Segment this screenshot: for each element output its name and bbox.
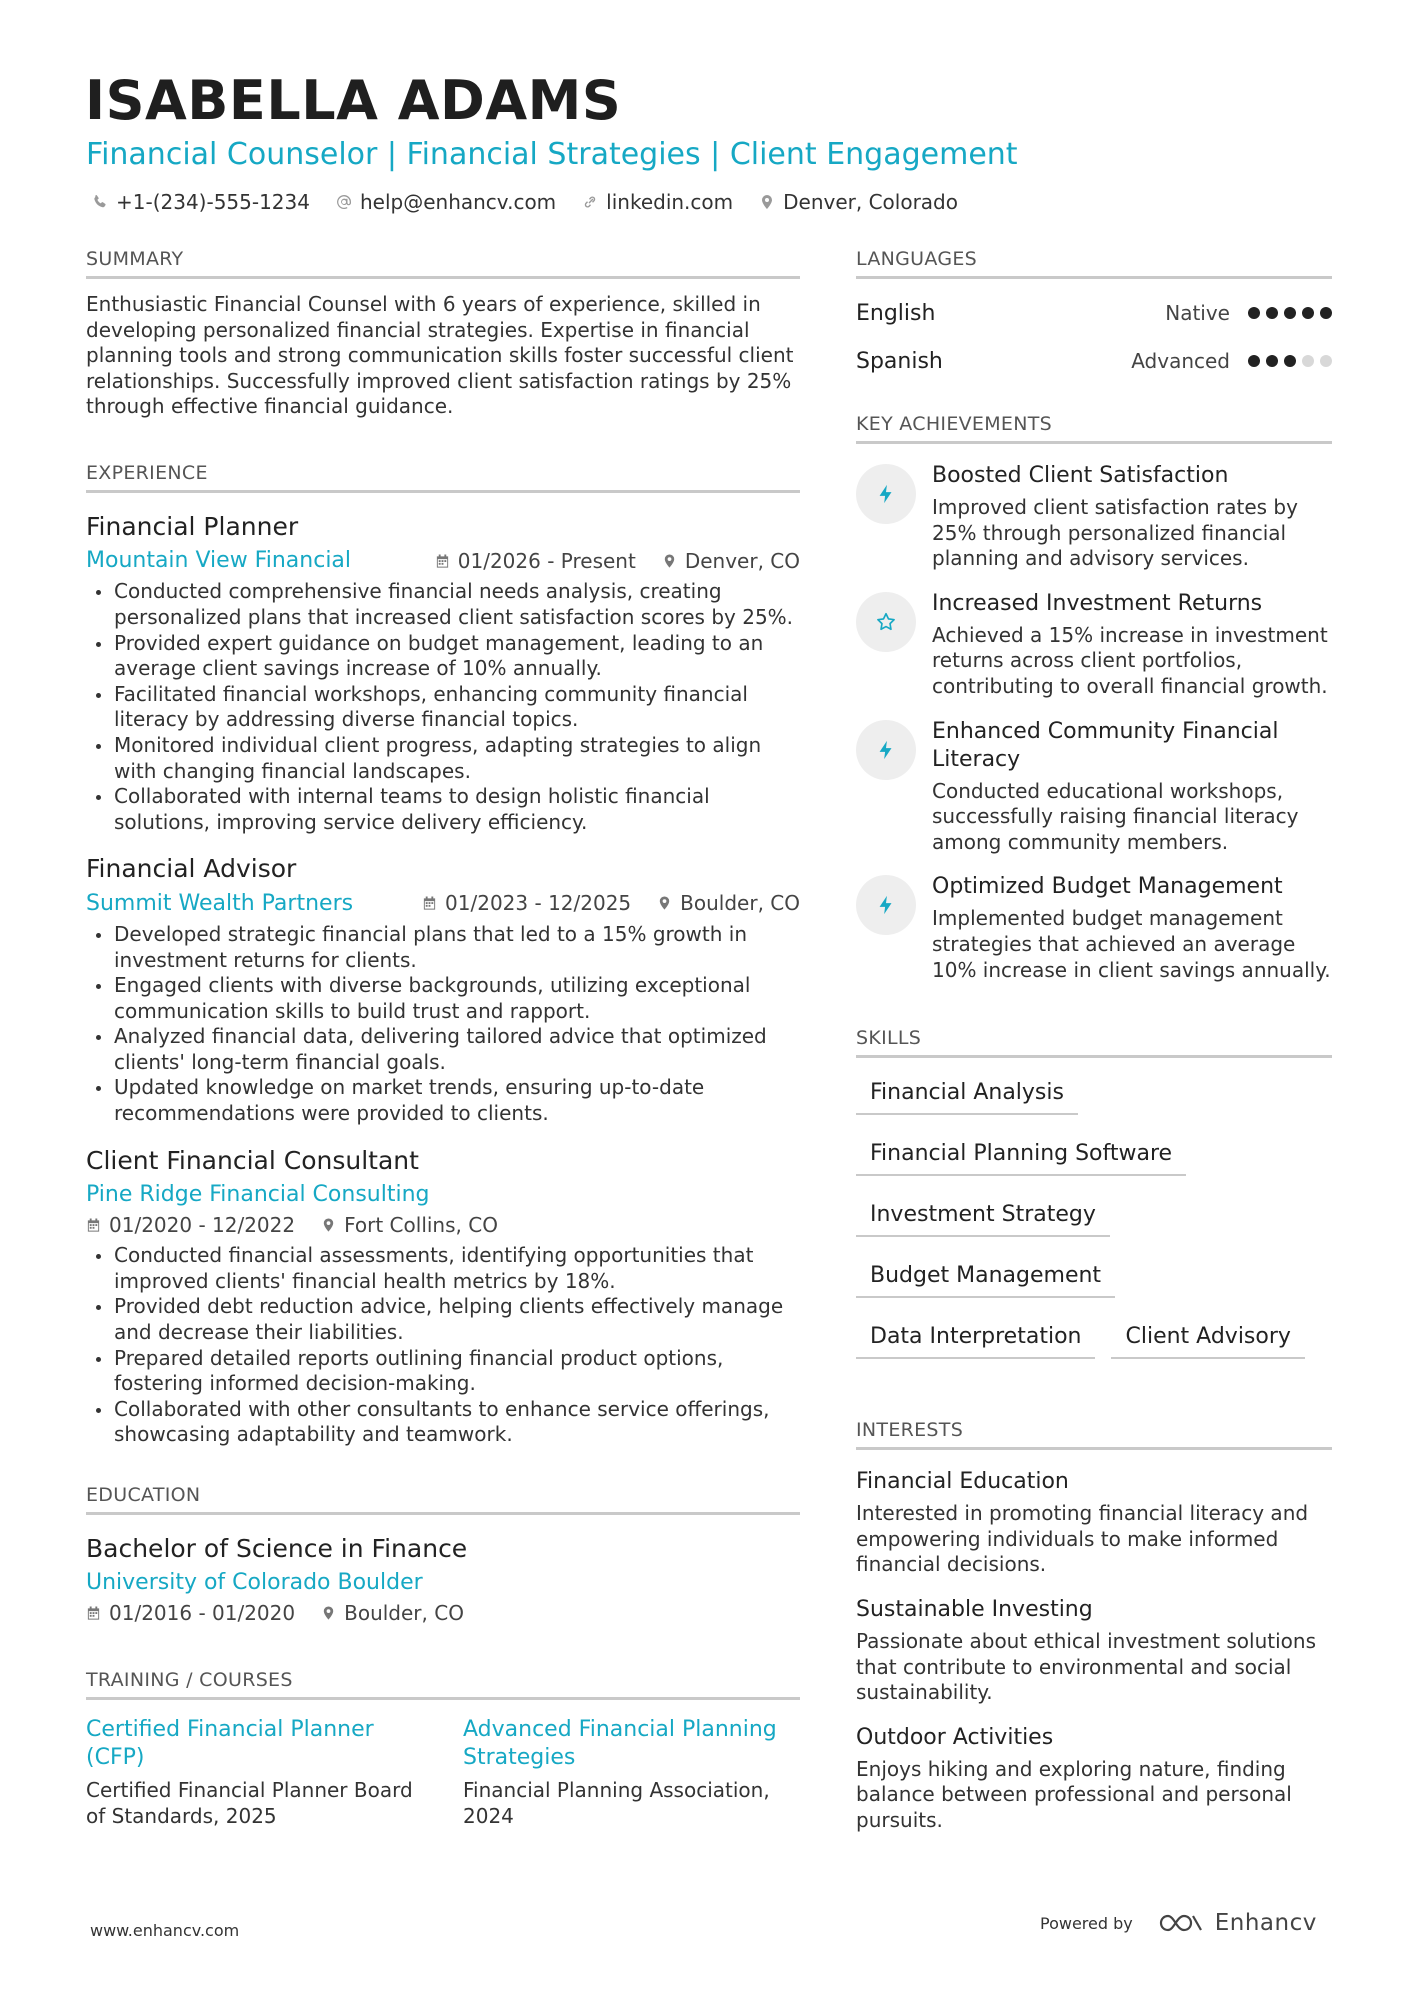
language-level: Advanced [1131, 349, 1230, 373]
job-title: Financial Planner [86, 511, 299, 541]
footer-website[interactable]: www.enhancv.com [90, 1921, 240, 1940]
language-name: Spanish [856, 348, 943, 374]
interest-item [856, 1724, 1332, 1834]
training-name[interactable]: Certified Financial Planner (CFP) [86, 1717, 374, 1771]
job-dates: 01/2023 - 12/2025 [422, 891, 631, 915]
interest-title: Outdoor Activities [856, 1724, 1054, 1750]
left-column [86, 248, 800, 1830]
experience-heading: EXPERIENCE [86, 462, 800, 493]
location-text: Denver, Colorado [783, 190, 958, 214]
job-entry [86, 511, 800, 835]
training-item [86, 1716, 423, 1829]
proficiency-dot-filled [1248, 355, 1260, 367]
languages-section [856, 248, 1332, 377]
link-icon [582, 194, 598, 210]
bullet-item: Prepared detailed reports outlining financial product options, fostering informed decision-making. [86, 1346, 800, 1397]
achievement-item [856, 462, 1332, 572]
language-level: Native [1165, 301, 1230, 325]
skill-tag: Budget Management [856, 1257, 1115, 1298]
skills-heading: SKILLS [856, 1027, 1332, 1058]
job-title: Financial Advisor [86, 854, 297, 884]
bullet-item: Engaged clients with diverse backgrounds, utilizing exceptional communication skills to build trust and rapport. [86, 973, 800, 1024]
phone-text: +1-(234)-555-1234 [116, 190, 310, 214]
lightning-icon [875, 483, 897, 505]
skill-tag: Client Advisory [1111, 1318, 1304, 1359]
contact-bar [92, 190, 958, 214]
training-name[interactable]: Advanced Financial Planning Strategies [463, 1717, 777, 1771]
experience-section [86, 462, 800, 1448]
proficiency-dot-filled [1284, 307, 1296, 319]
phone-icon [92, 194, 108, 210]
right-column [856, 248, 1332, 1833]
skill-tag: Data Interpretation [856, 1318, 1095, 1359]
calendar-icon [86, 1605, 101, 1621]
email-text: help@enhancv.com [359, 190, 557, 214]
summary-heading: SUMMARY [86, 248, 800, 279]
proficiency-dot-filled [1320, 307, 1332, 319]
contact-location [759, 190, 958, 214]
bullet-item: Collaborated with internal teams to design holistic financial solutions, improving service delivery efficiency. [86, 784, 800, 835]
contact-email[interactable] [336, 190, 556, 214]
job-entry [86, 853, 800, 1126]
contact-phone[interactable] [92, 190, 310, 214]
company-name[interactable]: Summit Wealth Partners [86, 890, 354, 916]
language-item [856, 345, 1332, 377]
proficiency-dot-filled [1302, 307, 1314, 319]
education-location: Boulder, CO [321, 1601, 464, 1625]
location-pin-icon [321, 1217, 336, 1233]
training-grid [86, 1716, 800, 1829]
job-dates: 01/2020 - 12/2022 [86, 1213, 295, 1237]
footer-branding [1040, 1910, 1317, 1936]
star-icon [875, 611, 897, 633]
contact-linkedin[interactable] [582, 190, 733, 214]
bullet-item: Conducted financial assessments, identifying opportunities that improved clients' financial health metrics by 18%. [86, 1243, 800, 1294]
interest-item [856, 1468, 1332, 1578]
job-title: Client Financial Consultant [86, 1145, 419, 1175]
achievement-title: Enhanced Community Financial Literacy [932, 718, 1279, 772]
company-name[interactable]: Pine Ridge Financial Consulting [86, 1182, 430, 1208]
achievement-item [856, 718, 1332, 856]
achievement-title: Optimized Budget Management [932, 874, 1283, 900]
achievement-item [856, 873, 1332, 983]
languages-heading: LANGUAGES [856, 248, 1332, 279]
job-bullets [86, 1243, 800, 1448]
interests-section [856, 1419, 1332, 1833]
enhancv-logo-icon [1157, 1911, 1205, 1935]
education-entry [86, 1533, 800, 1626]
at-icon [336, 194, 352, 210]
interest-title: Financial Education [856, 1469, 1069, 1495]
brand-name: Enhancv [1214, 1910, 1317, 1936]
achievement-item [856, 590, 1332, 700]
calendar-icon [435, 553, 450, 569]
education-dates: 01/2016 - 01/2020 [86, 1601, 295, 1625]
company-name[interactable]: Mountain View Financial [86, 548, 352, 574]
interest-desc: Interested in promoting financial literacy and empowering individuals to make informed financial decisions. [856, 1501, 1309, 1577]
interest-item [856, 1596, 1332, 1706]
job-meta [86, 891, 800, 916]
proficiency-dots [1248, 307, 1332, 319]
language-name: English [856, 300, 936, 326]
interests-heading: INTERESTS [856, 1419, 1332, 1450]
job-dates: 01/2026 - Present [435, 549, 636, 573]
languages-list [856, 297, 1332, 377]
proficiency-dots [1248, 355, 1332, 367]
training-section [86, 1669, 800, 1829]
bullet-item: Facilitated financial workshops, enhancing community financial literacy by addressing diverse financial topics. [86, 682, 800, 733]
proficiency-dot-filled [1266, 355, 1278, 367]
training-org: Certified Financial Planner Board of Standards, 2025 [86, 1778, 413, 1828]
skills-list [856, 1074, 1332, 1379]
calendar-icon [86, 1217, 101, 1233]
skill-tag: Financial Planning Software [856, 1135, 1186, 1176]
proficiency-dot-filled [1284, 355, 1296, 367]
training-heading: TRAINING / COURSES [86, 1669, 800, 1700]
degree-title: Bachelor of Science in Finance [86, 1533, 468, 1563]
calendar-icon [422, 895, 437, 911]
education-section [86, 1484, 800, 1626]
achievement-title: Boosted Client Satisfaction [932, 463, 1229, 488]
summary-text: Enthusiastic Financial Counsel with 6 years of experience, skilled in developing personalized financial strategies. Expertise in financial planning tools and strong communication skills foster successful client relationships. Successfully improved client satisfaction ratings by 25% through effective financial guidance. [86, 292, 794, 419]
school-name[interactable]: University of Colorado Boulder [86, 1570, 423, 1596]
candidate-tagline: Financial Counselor | Financial Strategies | Client Engagement [86, 137, 1018, 172]
interest-title: Sustainable Investing [856, 1596, 1093, 1622]
skill-tag: Financial Analysis [856, 1074, 1078, 1115]
skill-tag: Investment Strategy [856, 1196, 1110, 1237]
job-location: Boulder, CO [657, 891, 800, 915]
candidate-name: ISABELLA ADAMS [85, 69, 622, 132]
language-item [856, 297, 1332, 329]
proficiency-dot-filled [1248, 307, 1260, 319]
proficiency-dot-filled [1266, 307, 1278, 319]
job-bullets [86, 579, 800, 835]
location-pin-icon [321, 1605, 336, 1621]
education-heading: EDUCATION [86, 1484, 800, 1515]
location-pin-icon [657, 895, 672, 911]
education-meta [86, 1601, 800, 1625]
linkedin-text: linkedin.com [606, 190, 734, 214]
bullet-item: Provided expert guidance on budget management, leading to an average client savings increase of 10% annually. [86, 631, 800, 682]
bullet-item: Developed strategic financial plans that led to a 15% growth in investment returns for clients. [86, 922, 800, 973]
powered-by-label: Powered by [1040, 1913, 1133, 1933]
achievement-desc: Achieved a 15% increase in investment returns across client portfolios, contributing to overall financial growth. [932, 622, 1328, 698]
job-bullets [86, 922, 800, 1127]
bullet-item: Monitored individual client progress, adapting strategies to align with changing financial landscapes. [86, 733, 800, 784]
bullet-item: Collaborated with other consultants to enhance service offerings, showcasing adaptability and teamwork. [86, 1397, 800, 1448]
training-item [463, 1716, 800, 1829]
lightning-icon [875, 894, 897, 916]
job-location: Denver, CO [662, 549, 800, 573]
achievements-heading: KEY ACHIEVEMENTS [856, 413, 1332, 444]
location-pin-icon [759, 194, 775, 210]
achievement-desc: Implemented budget management strategies that achieved an average 10% increase in client savings annually. [932, 906, 1331, 982]
job-entry [86, 1145, 800, 1448]
job-location: Fort Collins, CO [321, 1213, 498, 1237]
achievements-section [856, 413, 1332, 983]
lightning-icon [875, 739, 897, 761]
training-org: Financial Planning Association, 2024 [463, 1778, 770, 1828]
achievement-desc: Improved client satisfaction rates by 25% through personalized financial planning and advisory services. [932, 495, 1298, 571]
bullet-item: Provided debt reduction advice, helping clients effectively manage and decrease their liabilities. [86, 1294, 800, 1345]
bullet-item: Analyzed financial data, delivering tailored advice that optimized clients' long-term financial goals. [86, 1024, 800, 1075]
bullet-item: Conducted comprehensive financial needs analysis, creating personalized plans that increased client satisfaction scores by 25%. [86, 579, 800, 630]
achievement-title: Increased Investment Returns [932, 590, 1263, 616]
location-pin-icon [662, 553, 677, 569]
skills-section [856, 1027, 1332, 1379]
interest-desc: Enjoys hiking and exploring nature, finding balance between professional and personal pursuits. [856, 1756, 1292, 1832]
interest-desc: Passionate about ethical investment solutions that contribute to environmental and social sustainability. [856, 1628, 1317, 1705]
job-meta [86, 548, 800, 573]
proficiency-dot-empty [1320, 355, 1332, 367]
bullet-item: Updated knowledge on market trends, ensuring up-to-date recommendations were provided to clients. [86, 1075, 800, 1126]
brand-logo[interactable] [1157, 1910, 1317, 1936]
proficiency-dot-empty [1302, 355, 1314, 367]
job-meta [86, 1213, 800, 1237]
summary-section [86, 248, 800, 420]
achievement-desc: Conducted educational workshops, successfully raising financial literacy among community members. [932, 778, 1299, 854]
